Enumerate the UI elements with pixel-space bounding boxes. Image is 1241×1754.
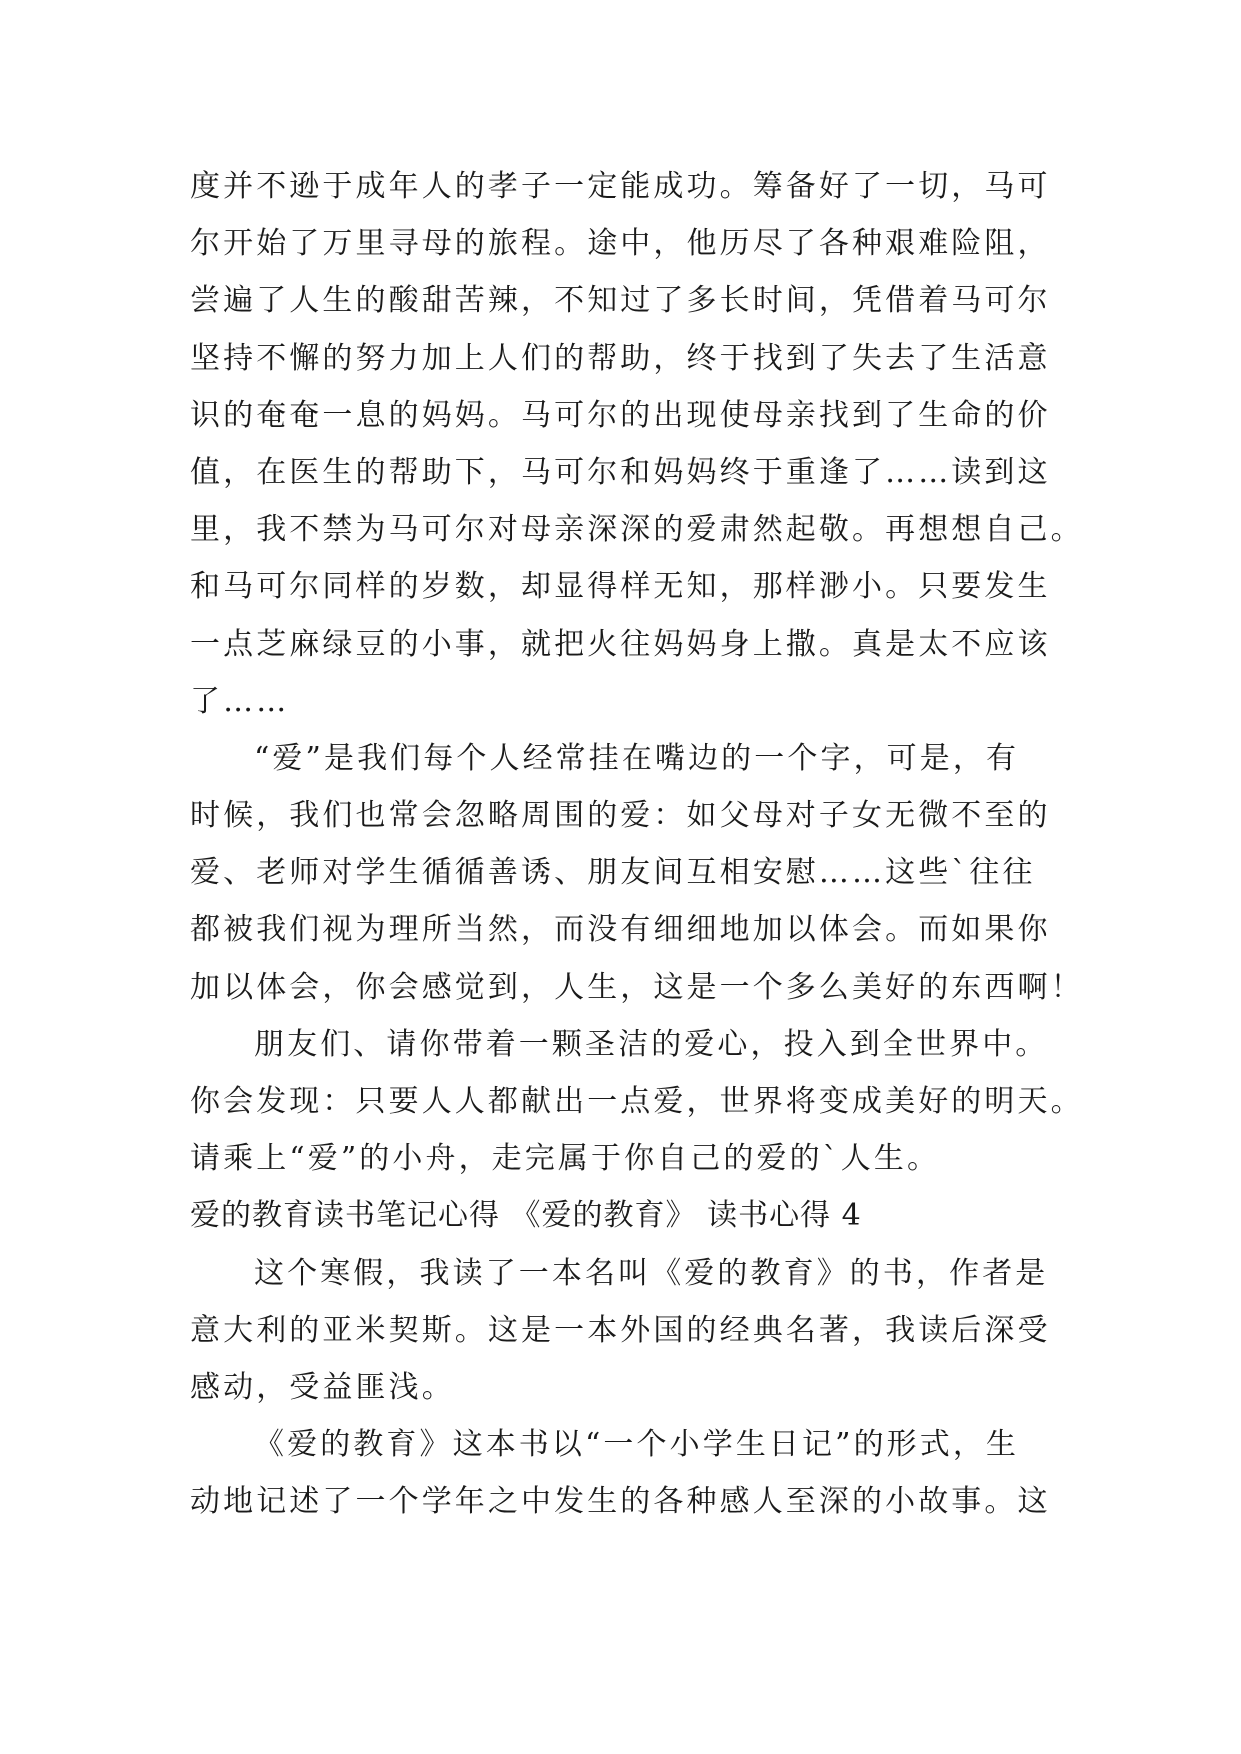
body-text [190,158,1084,1531]
text-line: 里，我不禁为马可尔对母亲深深的爱肃然起敬。再想想自己。 [190,512,1084,548]
text-line: 值，在医生的帮助下，马可尔和妈妈终于重逢了……读到这 [190,454,1051,490]
text-line: 了…… [190,683,290,719]
text-line: 坚持不懈的努力加上人们的帮助，终于找到了失去了生活意 [190,340,1051,376]
text-line: 时候，我们也常会忽略周围的爱：如父母对子女无微不至的 [190,798,1051,834]
paragraph-first-line: 这个寒假，我读了一本名叫《爱的教育》的书，作者是 [254,1255,1049,1291]
text-line: 爱、老师对学生循循善诱、朋友间互相安慰……这些`往往 [190,855,1036,891]
text-line: 一点芝麻绿豆的小事，就把火往妈妈身上撒。真是太不应该 [190,626,1051,662]
paragraph-first-line: “爱”是我们每个人经常挂在嘴边的一个字，可是，有 [254,740,1020,776]
paragraph-first-line: 朋友们、请你带着一颗圣洁的爱心，投入到全世界中。 [254,1026,1049,1062]
text-line: 尝遍了人生的酸甜苦辣，不知过了多长时间，凭借着马可尔 [190,283,1051,319]
text-line: 你会发现：只要人人都献出一点爱，世界将变成美好的明天。 [190,1084,1084,1119]
text-line: 识的奄奄一息的妈妈。马可尔的出现使母亲找到了生命的价 [190,397,1051,433]
text-line: 都被我们视为理所当然，而没有细细地加以体会。而如果你 [190,912,1051,948]
text-line: 请乘上“爱”的小舟，走完属于你自己的爱的`人生。 [190,1141,941,1177]
text-line: 尔开始了万里寻母的旅程。途中，他历尽了各种艰难险阻， [190,226,1051,262]
text-line: 加以体会，你会感觉到，人生，这是一个多么美好的东西啊！ [190,969,1084,1005]
text-line: 动地记述了一个学年之中发生的各种感人至深的小故事。这 [190,1484,1051,1520]
section-heading: 爱的教育读书笔记心得 《爱的教育》 读书心得 4 [190,1198,862,1234]
text-line: 感动，受益匪浅。 [190,1369,455,1405]
text-line: 度并不逊于成年人的孝子一定能成功。筹备好了一切，马可 [190,169,1051,204]
text-line: 意大利的亚米契斯。这是一本外国的经典名著，我读后深受 [190,1312,1051,1348]
text-line: 和马可尔同样的岁数，却显得样无知，那样渺小。只要发生 [190,569,1051,605]
paragraph-first-line: 《爱的教育》这本书以“一个小学生日记”的形式，生 [254,1427,1020,1463]
